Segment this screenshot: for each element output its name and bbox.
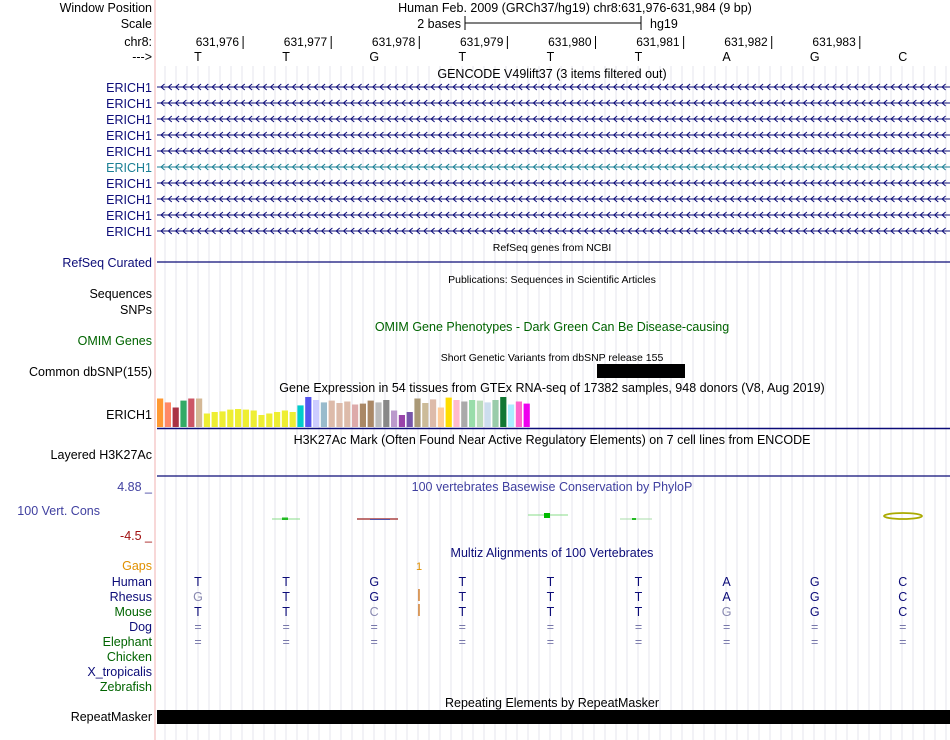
gencode-transcript-line[interactable] bbox=[157, 84, 950, 90]
snps-label[interactable]: SNPs bbox=[120, 303, 152, 317]
gtex-tissue-bar[interactable] bbox=[282, 411, 288, 428]
gtex-label[interactable]: ERICH1 bbox=[106, 408, 152, 422]
gtex-tissue-bar[interactable] bbox=[500, 397, 506, 427]
gtex-tissue-bar[interactable] bbox=[329, 401, 335, 427]
repeatmasker-label[interactable]: RepeatMasker bbox=[70, 710, 152, 724]
gtex-tissue-bar[interactable] bbox=[204, 414, 210, 428]
gtex-tissue-bar[interactable] bbox=[219, 411, 225, 427]
alignment-base: = bbox=[458, 635, 466, 649]
gtex-tissue-bar[interactable] bbox=[258, 415, 264, 427]
gencode-transcript-label[interactable]: ERICH1 bbox=[106, 97, 152, 111]
gtex-tissue-bar[interactable] bbox=[157, 399, 163, 428]
gencode-transcript-label[interactable]: ERICH1 bbox=[106, 209, 152, 223]
base-letter: A bbox=[722, 50, 731, 64]
gtex-tissue-bar[interactable] bbox=[508, 405, 514, 428]
alignment-base: G bbox=[809, 590, 820, 604]
base-letter: T bbox=[458, 50, 467, 64]
repeatmasker-block[interactable] bbox=[157, 710, 950, 724]
alignment-base: C bbox=[898, 575, 908, 589]
alignment-base: = bbox=[634, 620, 643, 634]
gtex-tissue-bar[interactable] bbox=[368, 401, 374, 427]
species-label[interactable]: Chicken bbox=[106, 650, 152, 664]
position-label: 631,976 bbox=[195, 35, 240, 49]
omim-label[interactable]: OMIM Genes bbox=[77, 334, 152, 348]
gtex-tissue-bar[interactable] bbox=[477, 401, 483, 427]
base-letter: T bbox=[194, 50, 202, 64]
base-letter: T bbox=[282, 50, 290, 64]
species-label[interactable]: X_tropicalis bbox=[87, 665, 152, 679]
alignment-base: A bbox=[722, 590, 731, 604]
gtex-tissue-bar[interactable] bbox=[180, 401, 186, 427]
dbsnp-label[interactable]: Common dbSNP(155) bbox=[29, 365, 152, 379]
scale-value: 2 bases bbox=[417, 17, 461, 31]
gtex-tissue-bar[interactable] bbox=[352, 405, 358, 428]
gaps-label[interactable]: Gaps bbox=[122, 559, 152, 573]
gtex-tissue-bar[interactable] bbox=[173, 408, 179, 428]
alignment-base: A bbox=[722, 575, 731, 589]
species-label[interactable]: Elephant bbox=[102, 635, 152, 649]
alignment-base: G bbox=[809, 575, 820, 589]
gencode-title: GENCODE V49lift37 (3 items filtered out) bbox=[437, 67, 667, 81]
h3k27ac-label[interactable]: Layered H3K27Ac bbox=[50, 448, 152, 462]
cons-min-label: -4.5 _ bbox=[120, 529, 152, 543]
gtex-tissue-bar[interactable] bbox=[321, 402, 327, 427]
alignment-base: T bbox=[634, 605, 643, 619]
gencode-transcript-label[interactable]: ERICH1 bbox=[106, 193, 152, 207]
gtex-tissue-bar[interactable] bbox=[438, 408, 444, 428]
gap-count: 1 bbox=[415, 561, 423, 573]
alignment-base: T bbox=[546, 575, 555, 589]
gtex-tissue-bar[interactable] bbox=[297, 405, 303, 427]
gtex-tissue-bar[interactable] bbox=[469, 400, 475, 427]
alignment-base: = bbox=[546, 620, 555, 634]
gtex-tissue-bar[interactable] bbox=[227, 410, 233, 427]
multiz-alignment[interactable] bbox=[87, 575, 907, 694]
alignment-base: = bbox=[458, 620, 466, 634]
gtex-tissue-bar[interactable] bbox=[344, 402, 350, 428]
gencode-transcript-label[interactable]: ERICH1 bbox=[106, 81, 152, 95]
alignment-base: = bbox=[634, 635, 643, 649]
gtex-tissue-bar[interactable] bbox=[266, 414, 272, 428]
gtex-expression-bars[interactable] bbox=[157, 397, 530, 427]
alignment-base: = bbox=[194, 620, 202, 634]
alignment-base: = bbox=[899, 620, 907, 634]
gencode-transcript-line[interactable] bbox=[157, 164, 950, 170]
gtex-tissue-bar[interactable] bbox=[485, 402, 491, 427]
position-label: 631,978 bbox=[371, 35, 416, 49]
gencode-transcript-line[interactable] bbox=[157, 196, 950, 202]
species-label[interactable]: Rhesus bbox=[109, 590, 152, 604]
alignment-base: = bbox=[811, 635, 819, 649]
base-sequence bbox=[194, 50, 907, 64]
alignment-base: = bbox=[282, 635, 290, 649]
omim-title: OMIM Gene Phenotypes - Dark Green Can Be Disease-causing bbox=[374, 320, 730, 334]
gtex-tissue-bar[interactable] bbox=[430, 399, 436, 427]
species-label[interactable]: Mouse bbox=[114, 605, 152, 619]
gencode-transcript-line[interactable] bbox=[157, 116, 950, 122]
strand-label: ---> bbox=[132, 50, 152, 64]
base-letter: T bbox=[546, 50, 555, 64]
alignment-base: T bbox=[546, 605, 555, 619]
gencode-transcript-line[interactable] bbox=[157, 148, 950, 154]
gencode-transcript-label[interactable]: ERICH1 bbox=[106, 161, 152, 175]
base-letter: C bbox=[898, 50, 908, 64]
window-position-value: Human Feb. 2009 (GRCh37/hg19) chr8:631,976-631,984 (9 bp) bbox=[398, 1, 752, 15]
alignment-base: = bbox=[899, 635, 907, 649]
refseq-label[interactable]: RefSeq Curated bbox=[62, 256, 152, 270]
gtex-tissue-bar[interactable] bbox=[212, 412, 218, 427]
alignment-base: = bbox=[546, 635, 555, 649]
gtex-tissue-bar[interactable] bbox=[313, 400, 319, 427]
alignment-base: G bbox=[369, 575, 380, 589]
alignment-base: = bbox=[811, 620, 819, 634]
cons-label[interactable]: 100 Vert. Cons bbox=[17, 504, 100, 518]
alignment-base: G bbox=[809, 605, 820, 619]
alignment-base: G bbox=[193, 590, 203, 604]
alignment-base: G bbox=[369, 590, 380, 604]
alignment-base: = bbox=[282, 620, 290, 634]
dbsnp-variant-block[interactable] bbox=[597, 364, 685, 378]
gtex-tissue-bar[interactable] bbox=[461, 402, 467, 428]
refseq-title: RefSeq genes from NCBI bbox=[492, 242, 612, 254]
gencode-transcript-line[interactable] bbox=[157, 100, 950, 106]
publications-title: Publications: Sequences in Scientific Articles bbox=[448, 274, 656, 286]
gtex-tissue-bar[interactable] bbox=[524, 404, 530, 427]
alignment-base: T bbox=[458, 605, 467, 619]
gencode-transcript-label[interactable]: ERICH1 bbox=[106, 177, 152, 191]
gtex-tissue-bar[interactable] bbox=[251, 411, 257, 428]
gtex-tissue-bar[interactable] bbox=[492, 400, 498, 427]
gtex-tissue-bar[interactable] bbox=[407, 412, 413, 427]
alignment-base: T bbox=[282, 605, 290, 619]
gtex-tissue-bar[interactable] bbox=[391, 411, 397, 428]
alignment-base: = bbox=[194, 635, 202, 649]
cons-title: 100 vertebrates Basewise Conservation by PhyloP bbox=[411, 480, 693, 494]
alignment-base: = bbox=[722, 635, 731, 649]
alignment-base: C bbox=[898, 590, 908, 604]
alignment-base: T bbox=[634, 590, 643, 604]
alignment-base: T bbox=[194, 575, 202, 589]
position-label: 631,983 bbox=[812, 35, 856, 49]
gtex-tissue-bar[interactable] bbox=[274, 412, 280, 427]
alignment-base: = bbox=[722, 620, 731, 634]
gencode-transcript-label[interactable]: ERICH1 bbox=[106, 129, 152, 143]
species-label[interactable]: Dog bbox=[129, 620, 152, 634]
gtex-tissue-bar[interactable] bbox=[453, 400, 459, 427]
position-label: 631,979 bbox=[460, 35, 504, 49]
gencode-transcript-label[interactable]: ERICH1 bbox=[106, 113, 152, 127]
gtex-tissue-bar[interactable] bbox=[414, 399, 420, 428]
gtex-tissue-bar[interactable] bbox=[516, 402, 522, 428]
alignment-base: T bbox=[282, 590, 290, 604]
alignment-base: T bbox=[546, 590, 555, 604]
gtex-title: Gene Expression in 54 tissues from GTEx RNA-seq of 17382 samples, 948 donors (V8, Aug 2019) bbox=[279, 381, 825, 395]
gtex-tissue-bar[interactable] bbox=[422, 403, 428, 427]
gtex-tissue-bar[interactable] bbox=[243, 410, 249, 427]
gtex-tissue-bar[interactable] bbox=[383, 400, 389, 427]
h3k27ac-title: H3K27Ac Mark (Often Found Near Active Regulatory Elements) on 7 cell lines from ENCODE bbox=[293, 433, 811, 447]
position-label: 631,982 bbox=[724, 35, 768, 49]
alignment-base: T bbox=[194, 605, 202, 619]
alignment-base: T bbox=[634, 575, 643, 589]
gtex-tissue-bar[interactable] bbox=[360, 404, 366, 427]
alignment-base: T bbox=[282, 575, 290, 589]
gencode-transcript-label[interactable]: ERICH1 bbox=[106, 145, 152, 159]
gencode-transcript-line[interactable] bbox=[157, 212, 950, 218]
alignment-base: T bbox=[458, 590, 467, 604]
gencode-transcript-line[interactable] bbox=[157, 132, 950, 138]
base-letter: G bbox=[369, 50, 380, 64]
gencode-transcript-line[interactable] bbox=[157, 180, 950, 186]
alignment-base: = bbox=[370, 635, 378, 649]
base-letter: G bbox=[809, 50, 820, 64]
window-position-label: Window Position bbox=[59, 1, 152, 15]
gtex-tissue-bar[interactable] bbox=[290, 412, 296, 427]
species-label[interactable]: Human bbox=[111, 575, 152, 589]
species-label[interactable]: Zebrafish bbox=[99, 680, 152, 694]
gtex-tissue-bar[interactable] bbox=[336, 403, 342, 427]
position-label: 631,980 bbox=[548, 35, 592, 49]
alignment-base: G bbox=[721, 605, 732, 619]
chrom-label: chr8: bbox=[124, 35, 152, 49]
gtex-tissue-bar[interactable] bbox=[305, 397, 311, 427]
base-letter: T bbox=[634, 50, 643, 64]
gencode-transcript-line[interactable] bbox=[157, 228, 950, 234]
repeatmasker-title: Repeating Elements by RepeatMasker bbox=[444, 696, 660, 710]
gtex-tissue-bar[interactable] bbox=[196, 399, 202, 428]
alignment-base: T bbox=[458, 575, 467, 589]
gtex-tissue-bar[interactable] bbox=[375, 402, 381, 427]
gtex-tissue-bar[interactable] bbox=[399, 415, 405, 427]
alignment-base: C bbox=[898, 605, 908, 619]
scale-bar bbox=[465, 16, 641, 30]
dbsnp-title: Short Genetic Variants from dbSNP release 155 bbox=[440, 352, 664, 364]
sequences-label[interactable]: Sequences bbox=[89, 287, 152, 301]
gencode-transcript-label[interactable]: ERICH1 bbox=[106, 225, 152, 239]
gtex-tissue-bar[interactable] bbox=[188, 399, 194, 428]
position-label: 631,977 bbox=[283, 35, 328, 49]
position-ruler bbox=[196, 35, 860, 49]
gtex-tissue-bar[interactable] bbox=[446, 398, 452, 427]
gtex-tissue-bar[interactable] bbox=[165, 402, 171, 427]
scale-label: Scale bbox=[120, 17, 152, 31]
position-label: 631,981 bbox=[636, 35, 680, 49]
alignment-base: C bbox=[369, 605, 379, 619]
multiz-title: Multiz Alignments of 100 Vertebrates bbox=[450, 546, 654, 560]
gtex-tissue-bar[interactable] bbox=[235, 409, 241, 427]
alignment-base: = bbox=[370, 620, 378, 634]
cons-max-label: 4.88 _ bbox=[117, 480, 152, 494]
scale-assembly: hg19 bbox=[650, 17, 678, 31]
